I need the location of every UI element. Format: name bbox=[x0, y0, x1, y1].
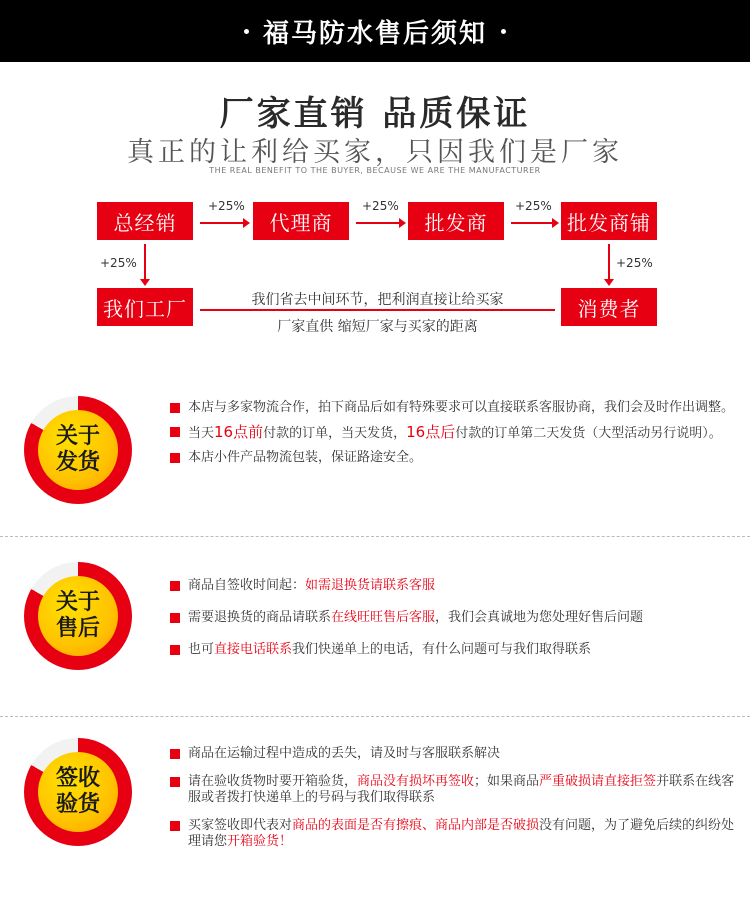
shipping-list bbox=[170, 400, 740, 474]
flow-arrow-1 bbox=[200, 222, 244, 224]
header-bar bbox=[0, 0, 750, 62]
badge-shipping-line2: 发货 bbox=[55, 450, 100, 475]
slogan-main: 厂家直销 品质保证 bbox=[219, 94, 531, 134]
badge-inspection-line2: 验货 bbox=[55, 792, 100, 817]
flow-arrow-down-left bbox=[144, 244, 146, 280]
flow-arrow-2 bbox=[356, 222, 400, 224]
header-dot-right bbox=[501, 29, 506, 34]
badge-after-sales-line1: 关于 bbox=[55, 590, 100, 615]
list-item: 买家签收即代表对商品的表面是否有擦痕、商品内部是否破损没有问题，为了避免后续的纠纷处理请您开箱验货！ bbox=[170, 818, 740, 850]
list-item: 本店与多家物流合作，拍下商品后如有特殊要求可以直接联系客服协商，我们会及时作出调整。 bbox=[170, 400, 740, 416]
badge-inspection-line1: 签收 bbox=[55, 766, 100, 791]
after-sales-list bbox=[170, 578, 740, 666]
badge-shipping-line1: 关于 bbox=[55, 424, 100, 449]
list-item: 也可直接电话联系我们快递单上的电话，有什么问题可与我们取得联系 bbox=[170, 642, 740, 658]
flow-box-wholesale-shop: 批发商铺 bbox=[561, 202, 657, 240]
flow-markup-left: +25% bbox=[100, 256, 137, 270]
flow-box-general-distributor: 总经销 bbox=[97, 202, 193, 240]
section-divider-2 bbox=[0, 716, 750, 717]
flow-box-our-factory: 我们工厂 bbox=[97, 288, 193, 326]
flow-middle-top-text: 我们省去中间环节，把利润直接让给买家 bbox=[251, 292, 504, 308]
page-title: 福马防水售后须知 bbox=[262, 18, 487, 49]
list-item: 需要退换货的商品请联系在线旺旺售后客服，我们会真诚地为您处理好售后问题 bbox=[170, 610, 740, 626]
flow-markup-right: +25% bbox=[616, 256, 653, 270]
list-item: 本店小件产品物流包装，保证路途安全。 bbox=[170, 450, 740, 466]
flow-arrow-3 bbox=[511, 222, 553, 224]
slogan-sub: 真正的让利给买家，只因我们是厂家 bbox=[127, 137, 623, 168]
section-divider-1 bbox=[0, 536, 750, 537]
flow-box-wholesaler: 批发商 bbox=[408, 202, 504, 240]
slogan-english: THE REAL BENEFIT TO THE BUYER, BECAUSE WE ARE THE MANUFACTURER bbox=[209, 166, 541, 175]
badge-after-sales bbox=[24, 562, 132, 670]
list-item: 请在验收货物时要开箱验货，商品没有损坏再签收；如果商品严重破损请直接拒签并联系在线客服或者拨打快递单上的号码与我们取得联系 bbox=[170, 774, 740, 806]
list-item: 商品自签收时间起：如需退换货请联系客服 bbox=[170, 578, 740, 594]
flow-markup-2: +25% bbox=[362, 199, 399, 213]
flow-box-consumer: 消费者 bbox=[561, 288, 657, 326]
header-dot-left bbox=[244, 29, 249, 34]
flow-middle-line bbox=[200, 309, 555, 311]
badge-inspection bbox=[24, 738, 132, 846]
flow-box-agent: 代理商 bbox=[253, 202, 349, 240]
flow-markup-1: +25% bbox=[208, 199, 245, 213]
list-item: 商品在运输过程中造成的丢失，请及时与客服联系解决 bbox=[170, 746, 740, 762]
badge-shipping bbox=[24, 396, 132, 504]
badge-after-sales-line2: 售后 bbox=[55, 616, 100, 641]
flow-middle-bottom-text: 厂家直供 缩短厂家与买家的距离 bbox=[277, 319, 478, 335]
flow-markup-3: +25% bbox=[515, 199, 552, 213]
inspection-list bbox=[170, 746, 740, 858]
flow-arrow-down-right bbox=[608, 244, 610, 280]
list-item: 当天16点前付款的订单，当天发货，16点后付款的订单第二天发货（大型活动另行说明）。 bbox=[170, 424, 740, 442]
